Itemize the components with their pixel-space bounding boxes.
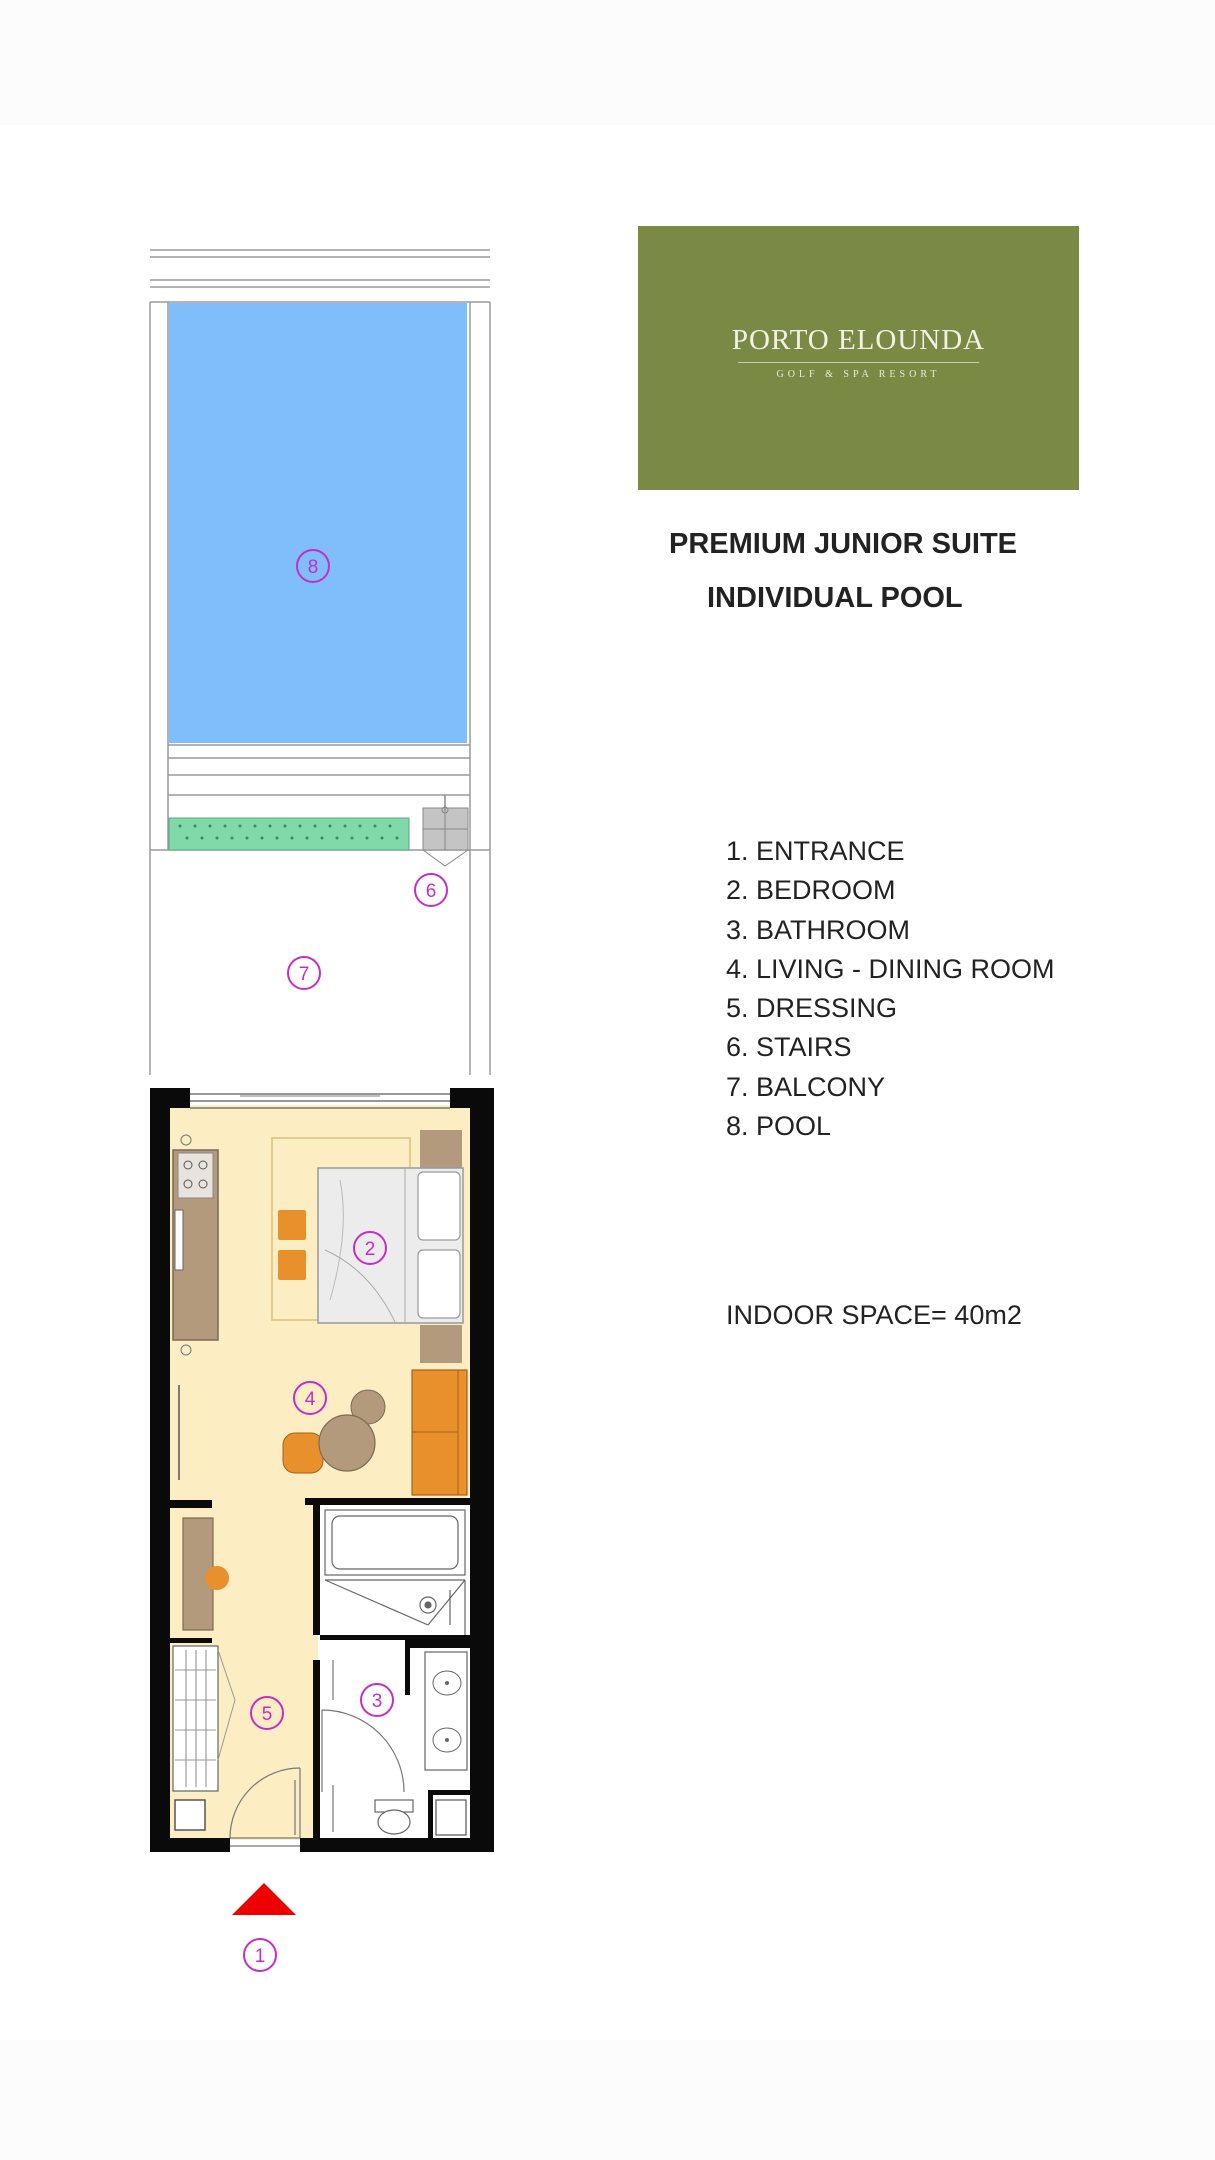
nightstand-top [420,1130,462,1168]
planter [169,818,409,850]
room-marker-6 [415,874,447,906]
svg-text:3: 3 [371,1691,383,1712]
svg-text:8: 8 [307,557,319,578]
legend-item-bedroom: 2. BEDROOM [726,875,896,906]
room-marker-7 [288,957,320,989]
shaft [436,1800,466,1835]
logo-divider [738,362,979,363]
nightstand-bottom [420,1325,462,1363]
svg-text:4: 4 [304,1389,316,1410]
legend-item-stairs: 6. STAIRS [726,1032,852,1063]
safe [175,1800,205,1830]
legend-item-dressing: 5. DRESSING [726,993,898,1024]
svg-text:5: 5 [261,1704,273,1725]
sofa [412,1370,467,1495]
svg-text:1: 1 [254,1946,266,1967]
suite-title-line1: PREMIUM JUNIOR SUITE [669,528,1018,560]
room-legend [726,832,1055,1146]
legend-item-pool: 8. POOL [726,1111,832,1142]
bed [318,1168,463,1323]
legend-item-living-dining: 4. LIVING - DINING ROOM [726,953,1055,984]
stairs [423,795,468,866]
legend-item-entrance: 1. ENTRANCE [726,836,905,866]
logo-name: PORTO ELOUNDA [731,324,986,356]
pool [169,303,467,743]
logo-tagline: GOLF & SPA RESORT [776,369,941,380]
svg-text:2: 2 [364,1239,376,1260]
legend-item-bathroom: 3. BATHROOM [726,914,911,945]
room-marker-1 [244,1939,276,1971]
svg-text:7: 7 [298,964,310,985]
indoor-space-label: INDOOR SPACE= 40m2 [726,1300,1022,1330]
toilet [375,1800,413,1834]
kitchenette [173,1135,218,1355]
svg-text:6: 6 [425,881,437,902]
legend-item-balcony: 7. BALCONY [726,1071,886,1102]
suite-title-line2: INDIVIDUAL POOL [707,582,963,614]
pool-railing [150,250,490,287]
resort-logo [638,226,1079,490]
double-sink-vanity [425,1652,467,1770]
red-arrow-up-icon [232,1883,296,1915]
